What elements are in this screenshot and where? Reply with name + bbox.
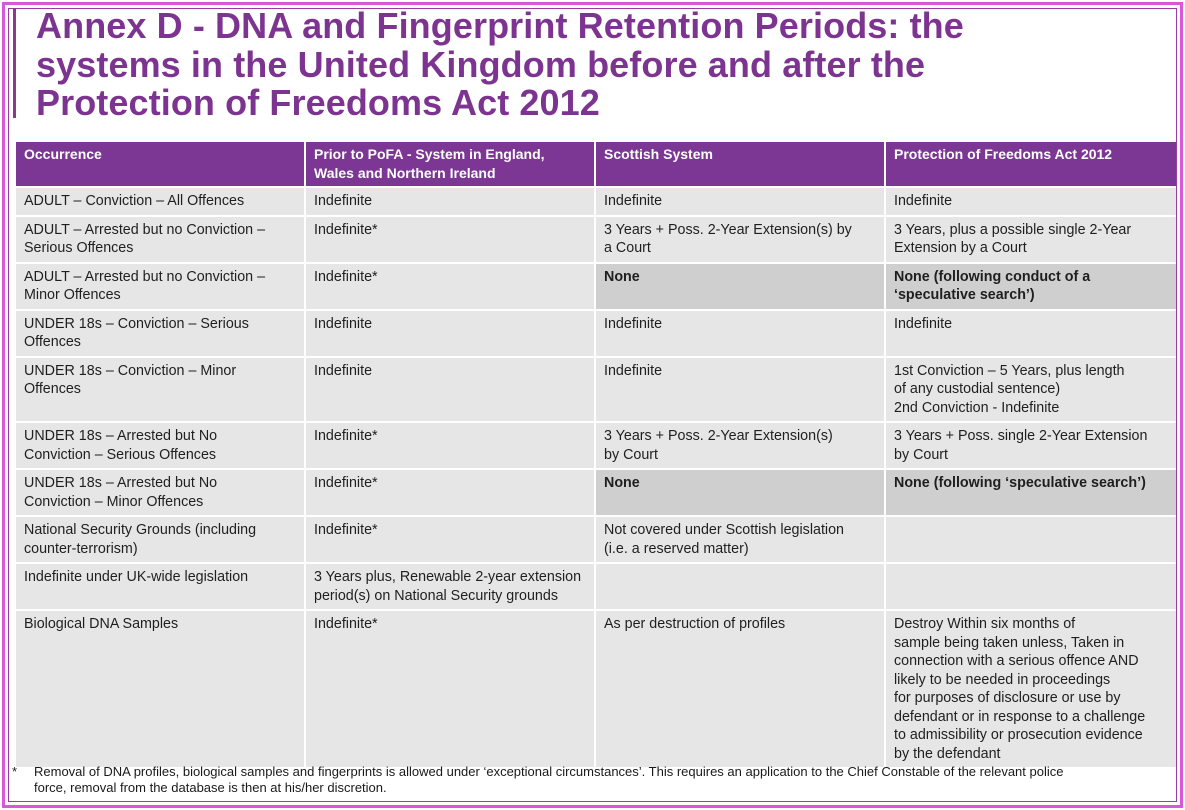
cell-text-line: UNDER 18s – Conviction – Minor [24,362,237,379]
cell-occurrence [16,311,304,356]
cell-pofa-2012 [886,611,1176,767]
footnote-line: force, removal from the database is then at his/her discretion. [34,780,387,795]
cell-text-line: Indefinite [894,315,953,332]
header-text-line: Occurrence [24,146,102,162]
table-header-row [16,142,1176,186]
cell-text-line: Indefinite [314,193,373,209]
table-row [16,217,1176,262]
table-row [16,517,1176,562]
cell-text-line: Not covered under Scottish legislation [604,522,845,538]
table-row [16,611,1176,767]
retention-table [14,140,1178,769]
cell-text-line: 2nd Conviction - Indefinite [894,399,1060,416]
cell-text-line: ADULT – Conviction – All Offences [24,193,245,209]
cell-text-line: ADULT – Arrested but no Conviction – [24,268,266,285]
table-row [16,264,1176,309]
cell-text-line: ADULT – Arrested but no Conviction – [24,221,266,238]
cell-text-line: Indefinite [894,193,953,209]
cell-text-line: 3 Years plus, Renewable 2-year extension [314,569,582,585]
cell-scottish-system [596,264,884,309]
cell-text-line: Indefinite* [314,428,378,444]
cell-pofa-2012 [886,517,1176,562]
cell-text-line: Biological DNA Samples [24,616,179,632]
cell-occurrence [16,264,304,309]
cell-prior-to-pofa [306,470,594,515]
table-row [16,311,1176,356]
header-text-line: Scottish System [604,146,713,162]
cell-text-line: 3 Years + Poss. 2-Year Extension(s) [604,428,833,444]
footnote-marker: * [12,764,18,779]
cell-pofa-2012 [886,217,1176,262]
page-title-line: systems in the United Kingdom before and after the [36,43,926,85]
header-scottish-system [596,142,884,186]
cell-prior-to-pofa [306,264,594,309]
cell-text-line: to admissibility or prosecution evidence [894,727,1143,743]
cell-text-line: Offences [24,334,81,350]
cell-scottish-system [596,611,884,767]
cell-text-line: defendant or in response to a challenge [894,708,1146,725]
table-row [16,358,1176,422]
cell-text-line: of any custodial sentence) [894,381,1061,397]
cell-occurrence [16,470,304,515]
cell-text-line: Indefinite [604,193,663,209]
cell-pofa-2012 [886,423,1176,468]
cell-text-line: UNDER 18s – Conviction – Serious [24,315,249,332]
page-title-line: Protection of Freedoms Act 2012 [36,82,600,123]
cell-text-line: None [604,475,640,491]
cell-text-line: Extension by a Court [894,240,1027,256]
cell-scottish-system [596,423,884,468]
cell-prior-to-pofa [306,423,594,468]
cell-text-line: sample being taken unless, Taken in [894,634,1125,651]
footnote-text [34,764,1174,796]
cell-text-line: Indefinite* [314,616,378,632]
cell-text-line: As per destruction of profiles [604,616,786,632]
cell-pofa-2012 [886,188,1176,215]
cell-text-line: None [604,268,640,285]
cell-text-line: 3 Years, plus a possible single 2-Year [894,221,1132,238]
cell-scottish-system [596,217,884,262]
cell-prior-to-pofa [306,611,594,767]
cell-text-line: UNDER 18s – Arrested but No [24,428,218,444]
cell-text-line: 3 Years + Poss. 2-Year Extension(s) by [604,221,852,238]
header-text-line: Wales and Northern Ireland [314,164,496,181]
cell-text-line: Minor Offences [24,287,121,303]
cell-text-line: 1st Conviction – 5 Years, plus length [894,362,1125,379]
cell-text-line: Destroy Within six months of [894,616,1076,632]
cell-text-line: period(s) on National Security grounds [314,587,558,604]
cell-text-line: by Court [604,446,659,463]
cell-pofa-2012 [886,311,1176,356]
cell-text-line: ‘speculative search’) [894,287,1035,303]
cell-pofa-2012 [886,264,1176,309]
cell-scottish-system [596,564,884,609]
cell-scottish-system [596,470,884,515]
cell-occurrence [16,188,304,215]
cell-pofa-2012 [886,470,1176,515]
title-accent-bar [13,8,16,118]
cell-text-line: Indefinite [314,315,373,332]
cell-text-line: Conviction – Minor Offences [24,493,204,510]
cell-prior-to-pofa [306,517,594,562]
cell-text-line: by the defendant [894,745,1001,762]
table-row [16,423,1176,468]
cell-prior-to-pofa [306,188,594,215]
cell-occurrence [16,564,304,609]
cell-scottish-system [596,188,884,215]
cell-occurrence [16,358,304,422]
cell-text-line: Offences [24,381,81,397]
cell-text-line: Indefinite* [314,475,378,491]
cell-scottish-system [596,358,884,422]
cell-text-line: by Court [894,446,949,463]
page-title [36,7,1156,123]
cell-scottish-system [596,517,884,562]
page-title-line: Annex D - DNA and Fingerprint Retention Periods: the [36,5,964,46]
cell-text-line: Indefinite* [314,221,378,238]
cell-text-line: National Security Grounds (including [24,522,257,538]
cell-prior-to-pofa [306,311,594,356]
footnote-line: Removal of DNA profiles, biological samples and fingerprints is allowed under ‘exceptional circumstances’. This requires an application to the Chief Constable of the relevant police [34,764,1064,779]
cell-text-line: a Court [604,240,651,256]
cell-text-line: None (following conduct of a [894,268,1091,285]
cell-prior-to-pofa [306,217,594,262]
cell-text-line: for purposes of disclosure or use by [894,690,1121,706]
header-occurrence [16,142,304,186]
cell-text-line: 3 Years + Poss. single 2-Year Extension [894,428,1148,444]
cell-text-line: Indefinite* [314,268,378,285]
cell-text-line: likely to be needed in proceedings [894,671,1111,688]
cell-text-line: (i.e. a reserved matter) [604,540,749,557]
table-body [16,188,1176,767]
cell-pofa-2012 [886,358,1176,422]
cell-text-line: counter-terrorism) [24,540,138,557]
cell-text-line: Indefinite [604,362,663,379]
table-row [16,188,1176,215]
cell-text-line: None (following ‘speculative search’) [894,475,1146,491]
header-text-line: Prior to PoFA - System in England, [314,146,545,162]
cell-prior-to-pofa [306,564,594,609]
header-pofa-2012 [886,142,1176,186]
cell-occurrence [16,217,304,262]
table-row [16,564,1176,609]
cell-prior-to-pofa [306,358,594,422]
header-text-line: Protection of Freedoms Act 2012 [894,146,1113,162]
cell-text-line: Indefinite under UK-wide legislation [24,569,249,585]
cell-occurrence [16,517,304,562]
cell-text-line: Indefinite [604,315,663,332]
cell-text-line: Serious Offences [24,240,134,256]
cell-scottish-system [596,311,884,356]
cell-text-line: Conviction – Serious Offences [24,446,217,463]
cell-text-line: Indefinite* [314,522,378,538]
table-row [16,470,1176,515]
cell-text-line: Indefinite [314,362,373,379]
cell-occurrence [16,423,304,468]
cell-pofa-2012 [886,564,1176,609]
header-prior-to-pofa [306,142,594,186]
cell-text-line: UNDER 18s – Arrested but No [24,475,218,491]
cell-text-line: connection with a serious offence AND [894,653,1139,669]
cell-occurrence [16,611,304,767]
